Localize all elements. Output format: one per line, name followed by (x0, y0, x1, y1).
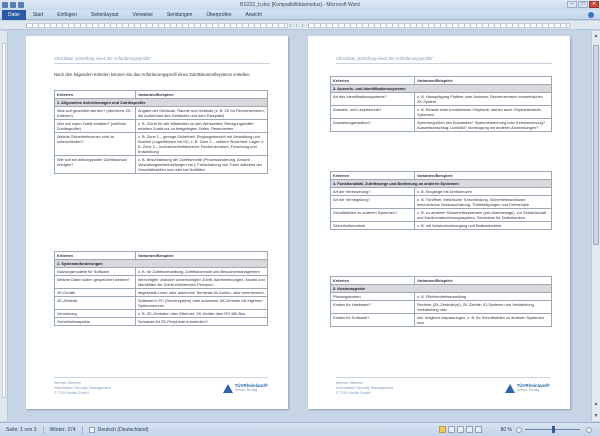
web-layout-icon[interactable] (457, 426, 464, 433)
variant-cell: Speichergrößen des Ausweises? Systemerkennung oder Kennzeichnung? Ausweisumschlag; Lichtbild? Vorbeugung mit anderen Anwendungen? (414, 119, 551, 132)
tuv-brand-name: TÜVRheinland® (516, 383, 550, 388)
footer-dept: Information Security Management (54, 386, 111, 390)
section-title: 1. Allgemeine Anforderungen und Zutrittsprofile (55, 99, 268, 107)
col-header-kriterien: Kriterien (55, 252, 136, 260)
status-language[interactable]: Deutsch (Deutschland) (97, 426, 149, 433)
footer-dept: Information Security Management (336, 386, 393, 390)
table-row (331, 196, 552, 209)
horizontal-ruler[interactable] (0, 21, 600, 30)
ruler-ticks (26, 24, 570, 27)
criterion-cell: Art der Vereinzelung? (331, 188, 415, 196)
tab-sendungen[interactable]: Sendungen (166, 11, 193, 18)
table-header-row (55, 91, 268, 99)
table-row (55, 297, 268, 310)
col-header-kriterien: Kriterien (331, 77, 415, 85)
tab-verweise[interactable]: Verweise (132, 11, 153, 18)
criteria-table-3 (330, 76, 552, 132)
document-page-1[interactable] (26, 36, 288, 409)
tuv-logo (223, 383, 268, 393)
variant-cell: z. B. Beschränkung der Zutrittsrechte (Prozessänderung, Ansicht Verwaltungsentscheidungen etc.); Freischaltung von Türen während der Geschäftszeiten und oder bei Notfällen (135, 156, 267, 174)
table-row (331, 106, 552, 119)
vruler-strip (2, 43, 6, 398)
section-title: 4. Funktionalität, Zutrittswege und Bedienung an anderen Systemen (331, 180, 552, 188)
table-row (331, 209, 552, 222)
table-row (331, 293, 552, 301)
scroll-thumb[interactable] (593, 45, 599, 245)
table-section-row (331, 85, 552, 93)
tuv-brand (235, 383, 268, 393)
intro-text: Nach den folgenden Kriterien können Sie das Anforderungsprofil eines Zutrittskontrollsystems erstellen. (54, 72, 251, 77)
table-row (55, 156, 268, 174)
table-row (55, 276, 268, 289)
scroll-up-arrow-icon[interactable]: ▲ (593, 33, 599, 39)
tuv-logo (505, 383, 550, 393)
help-icon[interactable] (588, 12, 594, 18)
criterion-cell: Vernetzung (55, 310, 136, 318)
window-controls (567, 1, 599, 8)
view-buttons (439, 426, 482, 433)
vertical-scrollbar[interactable] (591, 31, 600, 421)
col-header-kriterien: Kriterien (331, 277, 415, 285)
footer-author: Werner Störmer (54, 381, 81, 385)
col-header-varianten: Varianten/Beispiele (414, 77, 551, 85)
variant-cell: z. B. Einsatz einer kontaktlosen Chipkarte; stehen auch Chipkartenstufe-Systemen (414, 106, 551, 119)
print-layout-icon[interactable] (439, 426, 446, 433)
footer-lines (54, 381, 111, 396)
variant-cell: inkl. mögliche Anpassungen, z. B. für Schnittstellen zu anderen Systemen usw. (414, 314, 551, 327)
tab-seitenlayout[interactable]: Seitenlayout (91, 11, 119, 18)
tuv-brand (517, 383, 550, 393)
next-page-icon[interactable]: ▼ (593, 413, 599, 419)
criteria-table-2 (54, 251, 268, 326)
table-header-row (55, 252, 268, 260)
draft-icon[interactable] (475, 426, 482, 433)
page-footer (54, 377, 268, 401)
criterion-cell: Sicherheitsaspekte (55, 318, 136, 326)
table-section-row (55, 99, 268, 107)
status-bar (0, 422, 600, 436)
zoom-out-icon[interactable] (516, 427, 522, 433)
section-title: 5. Kostenaspekte (331, 285, 552, 293)
variant-cell: z. B. Eingänge mit Drehkreuzen (414, 188, 551, 196)
zoom-slider-thumb[interactable] (552, 426, 555, 433)
section-title: 2. Systemanforderungen (55, 260, 268, 268)
variant-cell: Software in PC (Serversystem) oder autonome ZK-Zentrale mit eigenem Systemrechner (135, 297, 267, 310)
table-row (331, 222, 552, 230)
table-section-row (331, 285, 552, 293)
variant-cell: z. B. mit Notstromversorgung und Batteriebetrieb (414, 222, 551, 230)
table-row (55, 268, 268, 276)
criterion-cell: Schnittstellen zu anderen Systemen? (331, 209, 415, 222)
criterion-cell: Wer soll wann Zutritt erhalten? (zeitliche Zutrittsprofile) (55, 120, 136, 133)
table-row (331, 93, 552, 106)
criteria-table-4 (330, 171, 552, 230)
variant-cell: Angabe der Gebäude, Räume und Gelände (z. B. ZK für Rechenzentrum, die Außenhaut des Gebäudes und dem Parkplatz) (135, 107, 267, 120)
criteria-table-5 (330, 276, 552, 327)
criterion-cell: ZK-Zentrale (55, 297, 136, 310)
table-header-row (331, 77, 552, 85)
tab-ueberpruefen[interactable]: Überprüfen (206, 11, 232, 18)
footer-copyright: © TÜV Media GmbH (336, 391, 371, 395)
variant-cell: Rechner (ZK-Zentrale(n)), ZK-Geräte, ID-Systeme und Verkabelung, Verkabelung usw. (414, 301, 551, 314)
variant-cell: z. B. ZK-Zentralen über Ethernet, ZK-Geräte über RS 485 Bus (135, 310, 267, 318)
criterion-cell: Was soll geschützt werden? (räumliche ZK-Kriterien) (55, 107, 136, 120)
col-header-varianten: Varianten/Beispiele (135, 252, 267, 260)
variant-cell: z. B. zu anderen Sicherheitssystemen (wie Alarmanlage), zur Zeitwirtschaft und Kantinenabrechnungssystem, Steckdose für Datenbanken (414, 209, 551, 222)
criterion-cell: Art des Identifikationssystems? (331, 93, 415, 106)
criterion-cell: Welche Sicherheitszonen sind zu unterscheiden? (55, 133, 136, 156)
page-footer (336, 377, 550, 401)
variant-cell: z. B. Zutritt für alle Mitarbeiter zu den Werkzeiten; Reinigungskräfte erhalten Zutritt nur zu festgelegten Zeiten, Reservierten (135, 120, 267, 133)
col-header-varianten: Varianten/Beispiele (414, 277, 551, 285)
col-header-varianten: Varianten/Beispiele (414, 172, 551, 180)
criterion-cell: Welche Daten sollen gespeichert werden? (55, 276, 136, 289)
proofing-icon[interactable] (89, 427, 95, 433)
criterion-cell: Kosten für Software? (331, 314, 415, 327)
minimize-button[interactable]: – (567, 1, 577, 8)
zoom-in-icon[interactable] (586, 427, 592, 433)
col-header-kriterien: Kriterien (331, 172, 415, 180)
window-title: BS222_b.doc [Kompatibilitätsmodus] - Microsoft Word (240, 2, 360, 8)
criteria-table-1 (54, 90, 268, 174)
col-header-varianten: Varianten/Beispiele (135, 91, 267, 99)
vertical-ruler[interactable] (0, 31, 8, 421)
tuv-triangle-icon (223, 384, 233, 393)
tuv-triangle-icon (505, 384, 515, 393)
table-row (55, 289, 268, 297)
tuv-tagline: Genau. Richtig. (516, 388, 541, 392)
status-separator (82, 426, 83, 434)
table-row (331, 188, 552, 196)
document-page-2[interactable] (308, 36, 570, 409)
table-row (55, 107, 268, 120)
page-header: Checkliste „Erstellung eines ZK-Anforderungsprofils" (54, 56, 270, 64)
prev-page-icon[interactable]: ▲ (593, 401, 599, 407)
criterion-cell: Planungskosten (331, 293, 415, 301)
table-section-row (55, 260, 268, 268)
ribbon-tabs (0, 10, 600, 20)
criterion-cell: Wie soll ein wirkungsvoller Zutrittsschutz erfolgen? (55, 156, 136, 174)
zoom-level[interactable]: 80 % (500, 426, 512, 433)
maximize-button[interactable]: □ (578, 1, 588, 8)
criterion-cell: Sicherheitsmodule (331, 222, 415, 230)
footer-author: Werner Störmer (336, 381, 363, 385)
variant-cell: z. B. Türöffner, elektrische Türschließung, Sicherheitsschlösser, mechanische Notausschaltung, Türbetätigungen und Drehknöpfe (414, 196, 551, 209)
table-row (55, 133, 268, 156)
table-row (55, 318, 268, 326)
section-title: 3. Ausweis- und Identifikationssysteme (331, 85, 552, 93)
page-header: Checkliste „Erstellung eines ZK-Anforderungsprofils" (336, 56, 552, 64)
table-header-row (331, 172, 552, 180)
criterion-cell: Ausweisorganisation? (331, 119, 415, 132)
outline-icon[interactable] (466, 426, 473, 433)
criterion-cell: Art der Verriegelung? (331, 196, 415, 209)
variant-cell: Schutzart für ZK-Peripherie erforderlich? (135, 318, 267, 326)
variant-cell: berechtigter und/oder unberechtigter Zutritt, Alarmmeldungen, Anzahl und Identitäten der Zutritt erfahrenden Personen (135, 276, 267, 289)
status-word-count[interactable]: Wörter: 374 (49, 426, 76, 433)
criterion-cell: Kosten für Hardware? (331, 301, 415, 314)
criterion-cell: Nutzungsmodelle für Software (55, 268, 136, 276)
tab-ansicht[interactable]: Ansicht (245, 11, 262, 18)
footer-copyright: © TÜV Media GmbH (54, 391, 89, 395)
table-section-row (331, 180, 552, 188)
table-row (55, 120, 268, 133)
status-page-count[interactable]: Seite: 1 von 3 (6, 426, 37, 433)
close-button[interactable]: ✕ (589, 1, 599, 8)
footer-lines (336, 381, 393, 396)
col-header-kriterien: Kriterien (55, 91, 136, 99)
variant-cell: abgesetzte Leser oder autonome Terminals für Außen- oder Innenbereich (135, 289, 267, 297)
variant-cell: z. B. Zone 1 – geringe Sicherheit: Eingangsbereich mit Verwaltung und Kantine (Lagerflächen mit DI); z. B. Zone 2 – mittlere Sicherheit: Lager; z. B. Zone 3 – hochsicherheitsbereich: Rechenzentrum, Forschung und Entwicklung (135, 133, 267, 156)
table-row (55, 310, 268, 318)
tab-einfuegen[interactable]: Einfügen (57, 11, 77, 18)
variant-cell: z. B. Hausprägung Plattner oder Ausweis; Rechenzentrum biometrischen ZK-System (414, 93, 551, 106)
criterion-cell: ZK-Geräte (55, 289, 136, 297)
tab-start[interactable]: Start (32, 11, 44, 18)
table-row (331, 301, 552, 314)
tuv-tagline: Genau. Richtig. (234, 388, 259, 392)
tuv-brand-name: TÜVRheinland® (234, 383, 268, 388)
full-screen-reading-icon[interactable] (448, 426, 455, 433)
title-bar (0, 0, 600, 10)
table-row (331, 314, 552, 327)
tab-datei[interactable]: Datei (2, 10, 26, 20)
table-header-row (331, 277, 552, 285)
criterion-cell: Ausweis- und Lesertechnik? (331, 106, 415, 119)
table-row (331, 119, 552, 132)
variant-cell: z. B. für Zutrittsverwaltung, Zutrittskontrolle und Besuchermanagement (135, 268, 267, 276)
variant-cell: z. B. Pflichtenheftserstellung (414, 293, 551, 301)
